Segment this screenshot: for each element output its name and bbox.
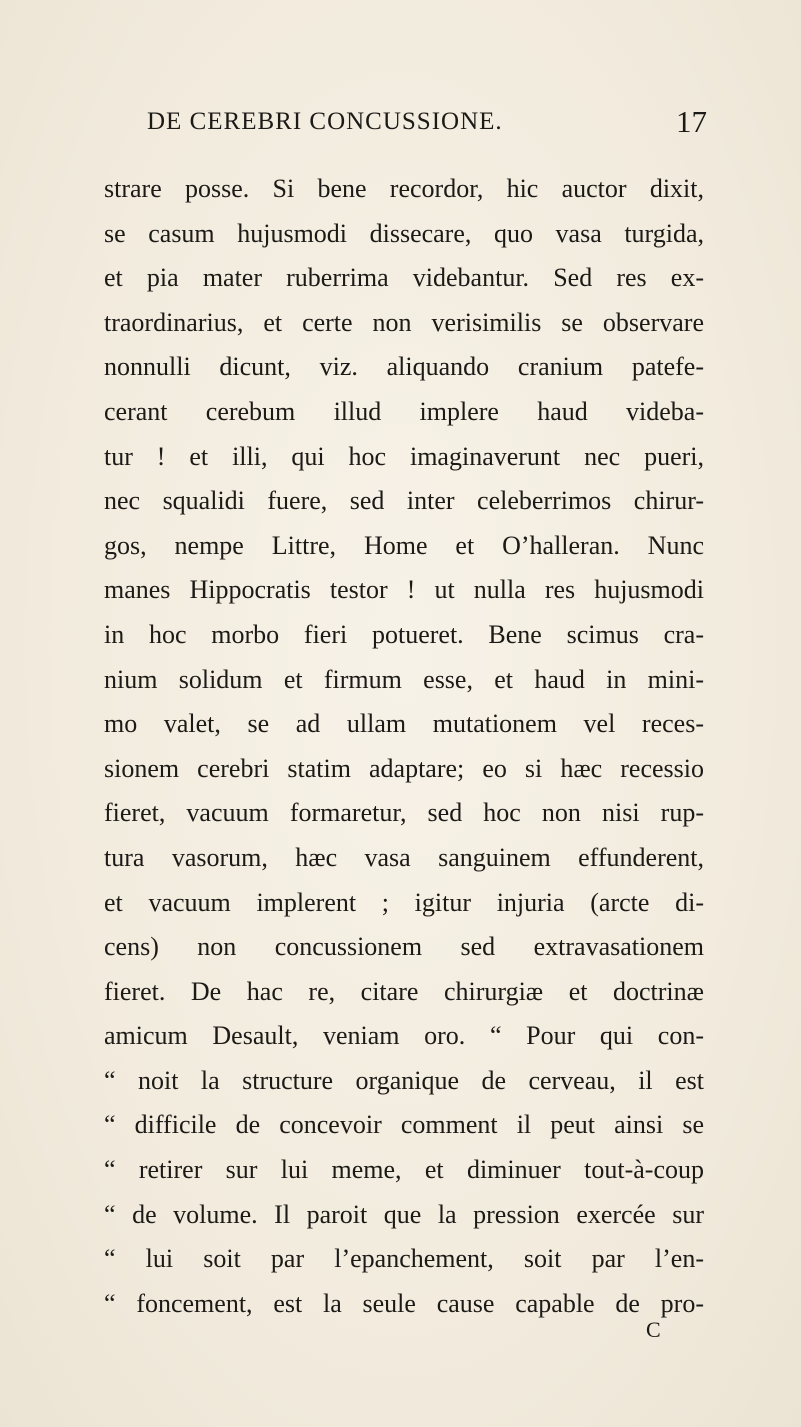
text-line: “ lui soit par l’epanchement, soit par l’en- — [104, 1244, 704, 1274]
text-line: gos, nempe Littre, Home et O’halleran. Nunc — [104, 530, 704, 560]
text-line: cerant cerebum illud implere haud videba- — [104, 396, 704, 426]
text-line: “ difficile de concevoir comment il peut ainsi se — [104, 1110, 704, 1140]
text-line: tur ! et illi, qui hoc imaginaverunt nec pueri, — [104, 441, 704, 471]
text-line: tura vasorum, hæc vasa sanguinem effunderent, — [104, 842, 704, 872]
text-line: nonnulli dicunt, viz. aliquando cranium patefe- — [104, 352, 704, 382]
text-line: nec squalidi fuere, sed inter celeberrimos chirur- — [104, 486, 704, 516]
text-line: et vacuum implerent ; igitur injuria (arcte di- — [104, 887, 704, 917]
text-line: traordinarius, et certe non verisimilis se observare — [104, 307, 704, 337]
text-line: “ retirer sur lui meme, et diminuer tout-à-coup — [104, 1155, 704, 1185]
text-line: “ foncement, est la seule cause capable de pro- — [104, 1288, 704, 1318]
running-title: DE CEREBRI CONCUSSIONE. — [147, 108, 503, 135]
text-line: fieret. De hac re, citare chirurgiæ et doctrinæ — [104, 976, 704, 1006]
text-line: mo valet, se ad ullam mutationem vel reces- — [104, 709, 704, 739]
text-line: strare posse. Si bene recordor, hic auctor dixit, — [104, 174, 704, 203]
text-line: sionem cerebri statim adaptare; eo si hæc recessio — [104, 753, 704, 783]
text-line: in hoc morbo fieri potueret. Bene scimus cra- — [104, 619, 704, 649]
text-line: cens) non concussionem sed extravasationem — [104, 932, 704, 962]
text-line: manes Hippocratis testor ! ut nulla res hujusmodi — [104, 575, 704, 605]
page-header — [147, 104, 707, 144]
text-line: “ de volume. Il paroit que la pression exercée sur — [104, 1199, 704, 1229]
text-line: nium solidum et firmum esse, et haud in mini- — [104, 664, 704, 694]
body-text — [104, 167, 704, 1326]
text-line: amicum Desault, veniam oro. “ Pour qui con- — [104, 1021, 704, 1051]
text-line: et pia mater ruberrima videbantur. Sed res ex- — [104, 263, 704, 293]
text-line: se casum hujusmodi dissecare, quo vasa turgida, — [104, 218, 704, 248]
page-number: 17 — [676, 104, 707, 139]
signature-mark: C — [646, 1317, 661, 1342]
text-line: fieret, vacuum formaretur, sed hoc non nisi rup- — [104, 798, 704, 828]
text-line: “ noit la structure organique de cerveau, il est — [104, 1065, 704, 1095]
